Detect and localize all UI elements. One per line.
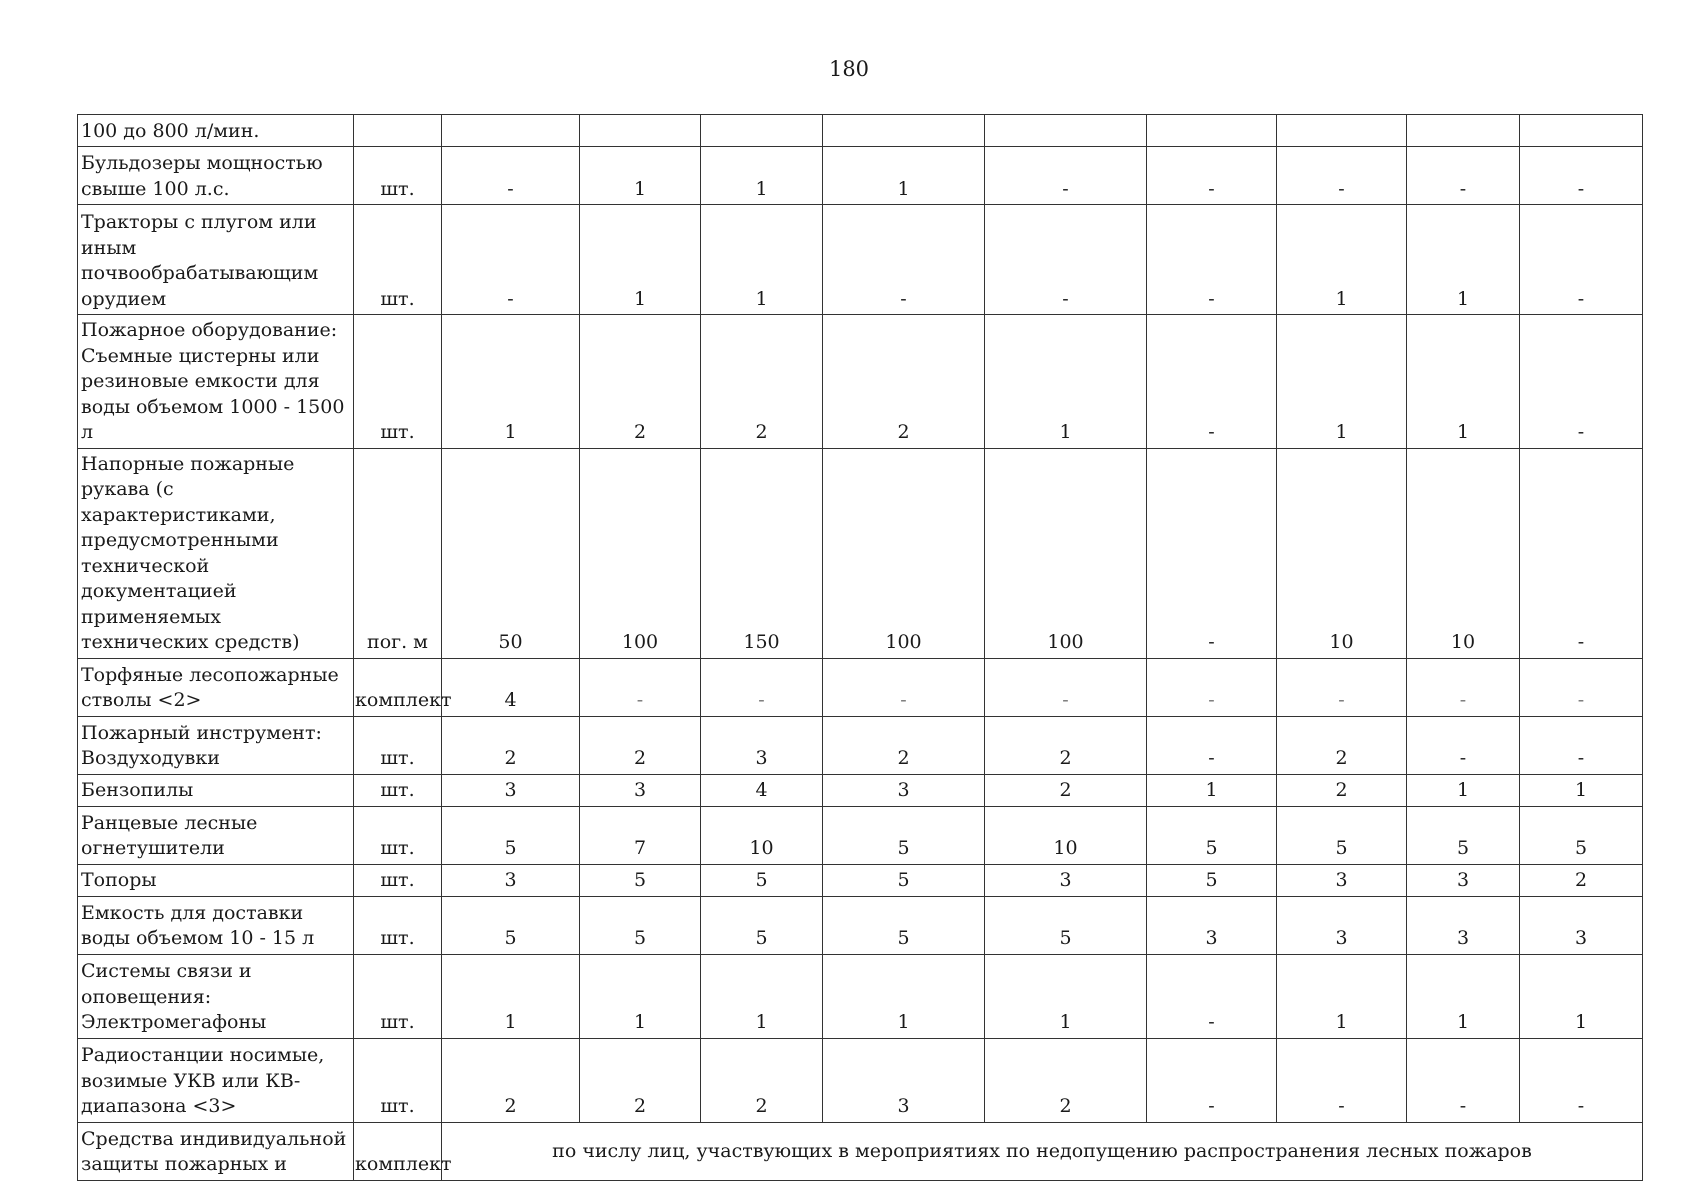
- item-name-cell: Напорные пожарные рукава (с характеристиками, предусмотренными технической документацией применяемых технических средств): [78, 448, 354, 658]
- value-cell: [701, 115, 823, 147]
- value-cell: 4: [442, 658, 580, 716]
- value-cell: -: [442, 205, 580, 315]
- value-cell: 5: [823, 896, 985, 954]
- unit-cell: комплект: [354, 658, 442, 716]
- value-cell: -: [1520, 205, 1643, 315]
- value-cell: -: [580, 658, 701, 716]
- value-cell: 3: [442, 774, 580, 806]
- unit-cell: пог. м: [354, 448, 442, 658]
- item-name-cell: Тракторы с плугом или иным почвообрабатывающим орудием: [78, 205, 354, 315]
- value-cell: 3: [985, 864, 1147, 896]
- item-name-cell: Ранцевые лесные огнетушители: [78, 806, 354, 864]
- value-cell: -: [1520, 658, 1643, 716]
- table-row: [78, 658, 1643, 716]
- item-name-cell: Топоры: [78, 864, 354, 896]
- unit-cell: шт.: [354, 864, 442, 896]
- value-cell: 3: [442, 864, 580, 896]
- unit-cell: шт.: [354, 315, 442, 449]
- table-row: [78, 896, 1643, 954]
- value-cell: 4: [701, 774, 823, 806]
- value-cell: 1: [1277, 205, 1407, 315]
- value-cell: 5: [985, 896, 1147, 954]
- value-cell: [985, 115, 1147, 147]
- value-cell: 3: [1407, 896, 1520, 954]
- value-cell: 5: [442, 806, 580, 864]
- value-cell: 1: [442, 954, 580, 1038]
- table-row: [78, 315, 1643, 449]
- value-cell: 1: [1407, 954, 1520, 1038]
- value-cell: -: [985, 205, 1147, 315]
- value-cell: -: [1520, 315, 1643, 449]
- value-cell: 1: [1277, 954, 1407, 1038]
- value-cell: 5: [580, 864, 701, 896]
- table-row: [78, 115, 1643, 147]
- item-name-cell: Системы связи и оповещения: Электромегафоны: [78, 954, 354, 1038]
- value-cell: 1: [701, 147, 823, 205]
- value-cell: 1: [442, 315, 580, 449]
- value-cell: 1: [1407, 774, 1520, 806]
- value-cell: [1277, 115, 1407, 147]
- value-cell: 5: [823, 806, 985, 864]
- value-cell: 5: [1147, 864, 1277, 896]
- table-row: [78, 205, 1643, 315]
- item-name-cell: Средства индивидуальной защиты пожарных и: [78, 1122, 354, 1180]
- table-row: [78, 448, 1643, 658]
- value-cell: 5: [442, 896, 580, 954]
- item-name-cell: Пожарное оборудование: Съемные цистерны или резиновые емкости для воды объемом 1000 - 1500 л: [78, 315, 354, 449]
- value-cell: 3: [823, 1038, 985, 1122]
- value-cell: 2: [580, 315, 701, 449]
- value-cell: 5: [701, 864, 823, 896]
- value-cell: [1520, 115, 1643, 147]
- value-cell: 1: [1147, 774, 1277, 806]
- value-cell: -: [1520, 448, 1643, 658]
- value-cell: -: [1407, 658, 1520, 716]
- value-cell: 10: [1407, 448, 1520, 658]
- value-cell: 2: [580, 1038, 701, 1122]
- table-row: [78, 774, 1643, 806]
- value-cell: 1: [985, 315, 1147, 449]
- value-cell: 1: [1407, 205, 1520, 315]
- value-cell: [1147, 115, 1277, 147]
- unit-cell: шт.: [354, 954, 442, 1038]
- value-cell: -: [1147, 448, 1277, 658]
- table-row: [78, 864, 1643, 896]
- value-cell: 2: [985, 716, 1147, 774]
- value-cell: 150: [701, 448, 823, 658]
- value-cell: 1: [580, 205, 701, 315]
- value-cell: 3: [580, 774, 701, 806]
- value-cell: 5: [1277, 806, 1407, 864]
- item-name-cell: 100 до 800 л/мин.: [78, 115, 354, 147]
- value-cell: -: [1147, 954, 1277, 1038]
- value-cell: -: [1147, 1038, 1277, 1122]
- value-cell: 3: [1520, 896, 1643, 954]
- unit-cell: шт.: [354, 896, 442, 954]
- value-cell: [442, 115, 580, 147]
- item-name-cell: Пожарный инструмент: Воздуходувки: [78, 716, 354, 774]
- table-row: [78, 1122, 1643, 1180]
- value-cell: 100: [985, 448, 1147, 658]
- value-cell: -: [701, 658, 823, 716]
- span-note-cell: по числу лиц, участвующих в мероприятиях по недопущению распространения лесных пожаров: [442, 1122, 1643, 1180]
- value-cell: 5: [1407, 806, 1520, 864]
- value-cell: 3: [1147, 896, 1277, 954]
- value-cell: 3: [1407, 864, 1520, 896]
- value-cell: -: [442, 147, 580, 205]
- value-cell: -: [823, 205, 985, 315]
- value-cell: 2: [823, 716, 985, 774]
- value-cell: 5: [1520, 806, 1643, 864]
- value-cell: 10: [701, 806, 823, 864]
- value-cell: 3: [701, 716, 823, 774]
- value-cell: 1: [580, 147, 701, 205]
- page-number: 180: [828, 57, 870, 81]
- value-cell: 100: [823, 448, 985, 658]
- value-cell: 2: [1277, 774, 1407, 806]
- value-cell: 3: [1277, 864, 1407, 896]
- item-name-cell: Бульдозеры мощностью свыше 100 л.с.: [78, 147, 354, 205]
- value-cell: 5: [823, 864, 985, 896]
- value-cell: 3: [1277, 896, 1407, 954]
- unit-cell: шт.: [354, 1038, 442, 1122]
- value-cell: 1: [580, 954, 701, 1038]
- value-cell: -: [1277, 658, 1407, 716]
- value-cell: 2: [580, 716, 701, 774]
- table-body: [78, 115, 1643, 1181]
- value-cell: -: [1520, 147, 1643, 205]
- value-cell: 1: [1520, 774, 1643, 806]
- value-cell: [1407, 115, 1520, 147]
- table-row: [78, 954, 1643, 1038]
- value-cell: 5: [580, 896, 701, 954]
- value-cell: -: [1277, 1038, 1407, 1122]
- value-cell: 10: [1277, 448, 1407, 658]
- table-row: [78, 716, 1643, 774]
- value-cell: 7: [580, 806, 701, 864]
- value-cell: 2: [701, 315, 823, 449]
- value-cell: 2: [442, 1038, 580, 1122]
- value-cell: [823, 115, 985, 147]
- value-cell: 2: [1277, 716, 1407, 774]
- unit-cell: [354, 115, 442, 147]
- value-cell: -: [1407, 1038, 1520, 1122]
- value-cell: 2: [985, 774, 1147, 806]
- equipment-table: [77, 114, 1643, 1181]
- value-cell: 100: [580, 448, 701, 658]
- item-name-cell: Радиостанции носимые, возимые УКВ или КВ-диапазона <3>: [78, 1038, 354, 1122]
- value-cell: 1: [985, 954, 1147, 1038]
- table-row: [78, 806, 1643, 864]
- item-name-cell: Бензопилы: [78, 774, 354, 806]
- value-cell: -: [1147, 658, 1277, 716]
- value-cell: 1: [701, 205, 823, 315]
- value-cell: 1: [701, 954, 823, 1038]
- unit-cell: шт.: [354, 774, 442, 806]
- value-cell: 50: [442, 448, 580, 658]
- table-row: [78, 1038, 1643, 1122]
- value-cell: -: [823, 658, 985, 716]
- value-cell: -: [1277, 147, 1407, 205]
- value-cell: 1: [823, 147, 985, 205]
- value-cell: -: [1407, 716, 1520, 774]
- value-cell: 2: [823, 315, 985, 449]
- unit-cell: шт.: [354, 147, 442, 205]
- value-cell: -: [1407, 147, 1520, 205]
- value-cell: 2: [701, 1038, 823, 1122]
- unit-cell: комплект: [354, 1122, 442, 1180]
- unit-cell: шт.: [354, 806, 442, 864]
- value-cell: -: [1520, 1038, 1643, 1122]
- value-cell: -: [985, 147, 1147, 205]
- table-row: [78, 147, 1643, 205]
- value-cell: 2: [442, 716, 580, 774]
- unit-cell: шт.: [354, 716, 442, 774]
- value-cell: [580, 115, 701, 147]
- value-cell: 2: [1520, 864, 1643, 896]
- item-name-cell: Емкость для доставки воды объемом 10 - 15 л: [78, 896, 354, 954]
- value-cell: 2: [985, 1038, 1147, 1122]
- value-cell: 1: [823, 954, 985, 1038]
- value-cell: 1: [1277, 315, 1407, 449]
- value-cell: 3: [823, 774, 985, 806]
- value-cell: -: [1147, 315, 1277, 449]
- value-cell: 1: [1407, 315, 1520, 449]
- value-cell: 1: [1520, 954, 1643, 1038]
- value-cell: -: [985, 658, 1147, 716]
- unit-cell: шт.: [354, 205, 442, 315]
- value-cell: -: [1520, 716, 1643, 774]
- value-cell: 10: [985, 806, 1147, 864]
- value-cell: -: [1147, 147, 1277, 205]
- value-cell: -: [1147, 716, 1277, 774]
- value-cell: 5: [1147, 806, 1277, 864]
- item-name-cell: Торфяные лесопожарные стволы <2>: [78, 658, 354, 716]
- value-cell: -: [1147, 205, 1277, 315]
- value-cell: 5: [701, 896, 823, 954]
